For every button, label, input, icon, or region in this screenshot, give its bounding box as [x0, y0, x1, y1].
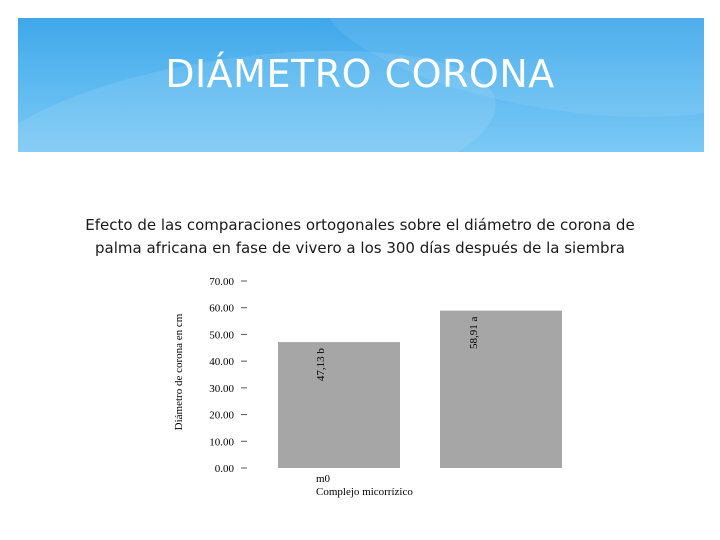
slide-title: DIÁMETRO CORONA	[165, 52, 555, 96]
bar	[440, 311, 562, 468]
y-tick-label: 20.00	[209, 409, 234, 422]
bar-data-label: 58,91 a	[468, 316, 480, 350]
y-tick-label: 40.00	[209, 356, 234, 369]
y-tick-label: 60.00	[209, 302, 234, 315]
y-tick-label: 0.00	[214, 463, 234, 475]
chart-subtitle: Efecto de las comparaciones ortogonales sobre el diámetro de corona de palma africana en fase de vivero a los 300 días después de la siembra	[85, 216, 635, 257]
y-axis-label: Diámetro de corona en cm	[173, 313, 185, 431]
y-tick-label: 30.00	[209, 382, 234, 395]
y-tick-label: 10.00	[209, 436, 234, 449]
category-label: m0	[316, 473, 331, 485]
y-tick-label: 50.00	[209, 329, 234, 342]
bar-data-label: 47,13 b	[315, 348, 327, 382]
x-axis-label: Complejo micorrízico	[316, 486, 413, 498]
y-tick-label: 70.00	[209, 276, 234, 288]
bar	[278, 342, 400, 468]
